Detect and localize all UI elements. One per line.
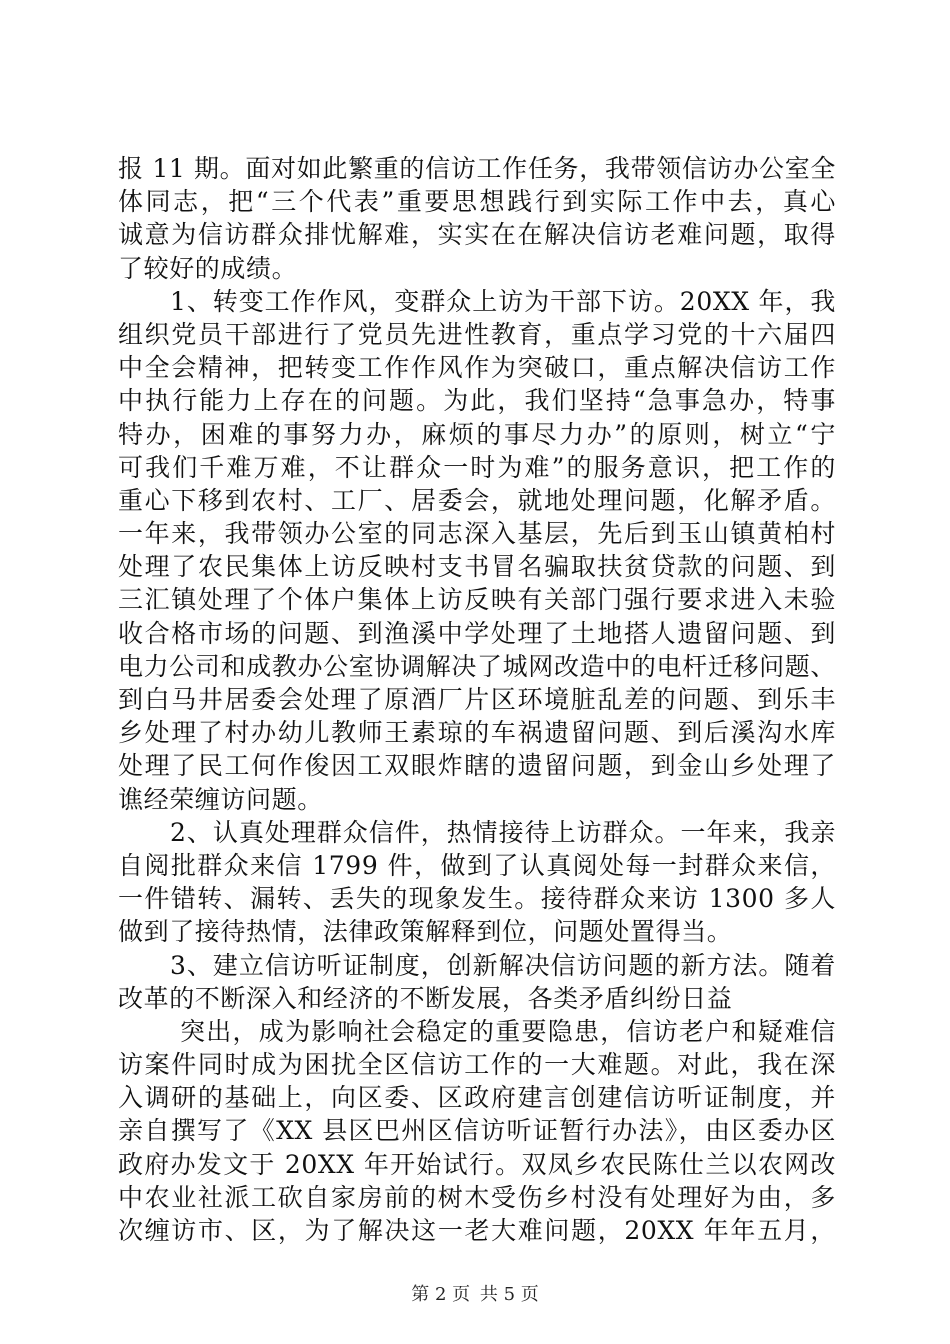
text-line: 处理了农民集体上访反映村支书冒名骗取扶贫贷款的问题、到: [118, 552, 836, 582]
text-line: 到白马井居委会处理了原酒厂片区环境脏乱差的问题、到乐丰: [118, 685, 836, 714]
page-total: 共 5 页: [479, 1284, 539, 1305]
text-line: 政府办发文于 20XX 年开始试行。双凤乡农民陈仕兰以农网改: [118, 1149, 836, 1179]
document-body: [118, 152, 836, 1247]
text-line: 收合格市场的问题、到渔溪中学处理了土地搭人遗留问题、到: [118, 618, 836, 648]
text-line: 中全会精神，把转变工作作风作为突破口，重点解决信访工作: [118, 353, 836, 383]
page-footer: [0, 1280, 950, 1306]
paragraph-3-start: 3、建立信访听证制度，创新解决信访问题的新方法。随着: [170, 950, 836, 980]
text-line: 改革的不断深入和经济的不断发展，各类矛盾纠纷日益: [118, 983, 733, 1013]
text-line: 自阅批群众来信 1799 件，做到了认真阅处每一封群众来信，: [118, 850, 836, 880]
text-line: 亲自撰写了《XX 县区巴州区信访听证暂行办法》，由区委办区: [118, 1116, 836, 1146]
text-line: 报 11 期。面对如此繁重的信访工作任务，我带领信访办公室全: [118, 154, 836, 183]
paragraph-1-start: 1、转变工作作风，变群众上访为干部下访。20XX 年，我: [170, 286, 836, 316]
text-line: 体同志，把“三个代表”重要思想践行到实际工作中去，真心: [118, 187, 836, 217]
text-line: 次缠访市、区，为了解决这一老大难问题，20XX 年年五月，: [118, 1216, 836, 1245]
text-line: 访案件同时成为困扰全区信访工作的一大难题。对此，我在深: [118, 1050, 836, 1080]
text-line: 诚意为信访群众排忧解难，实实在在解决信访老难问题，取得: [118, 220, 836, 250]
text-line: 组织党员干部进行了党员先进性教育，重点学习党的十六届四: [118, 319, 836, 349]
text-line: 可我们千难万难，不让群众一时为难”的服务意识，把工作的: [118, 452, 836, 482]
text-line: 中农业社派工砍自家房前的树木受伤乡村没有处理好为由，多: [118, 1182, 836, 1212]
paragraph-2-start: 2、认真处理群众信件，热情接待上访群众。一年来，我亲: [170, 817, 836, 847]
text-line: 乡处理了村办幼儿教师王素琼的车祸遗留问题、到后溪沟水库: [118, 718, 836, 748]
text-line: 了较好的成绩。: [118, 253, 298, 283]
text-line: 重心下移到农村、工厂、居委会，就地处理问题，化解矛盾。: [118, 485, 836, 515]
text-line: 做到了接待热情，法律政策解释到位，问题处置得当。: [118, 917, 733, 947]
text-line: 谯经荣缠访问题。: [118, 784, 323, 814]
text-line: 一件错转、漏转、丢失的现象发生。接待群众来访 1300 多人: [118, 884, 836, 914]
paragraph-continuation: 突出，成为影响社会稳定的重要隐患，信访老户和疑难信: [180, 1016, 836, 1046]
text-line: 电力公司和成教办公室协调解决了城网改造中的电杆迁移问题、: [118, 651, 836, 681]
text-line: 三汇镇处理了个体户集体上访反映有关部门强行要求进入未验: [118, 585, 836, 615]
text-line: 中执行能力上存在的问题。为此，我们坚持“急事急办，特事: [118, 386, 836, 416]
page-number: 第 2 页: [411, 1284, 471, 1305]
text-line: 入调研的基础上，向区委、区政府建言创建信访听证制度，并: [118, 1083, 836, 1113]
text-line: 处理了民工何作俊因工双眼炸瞎的遗留问题，到金山乡处理了: [118, 751, 836, 781]
text-line: 特办，困难的事努力办，麻烦的事尽力办”的原则，树立“宁: [118, 419, 836, 449]
text-line: 一年来，我带领办公室的同志深入基层，先后到玉山镇黄柏村: [118, 519, 836, 549]
